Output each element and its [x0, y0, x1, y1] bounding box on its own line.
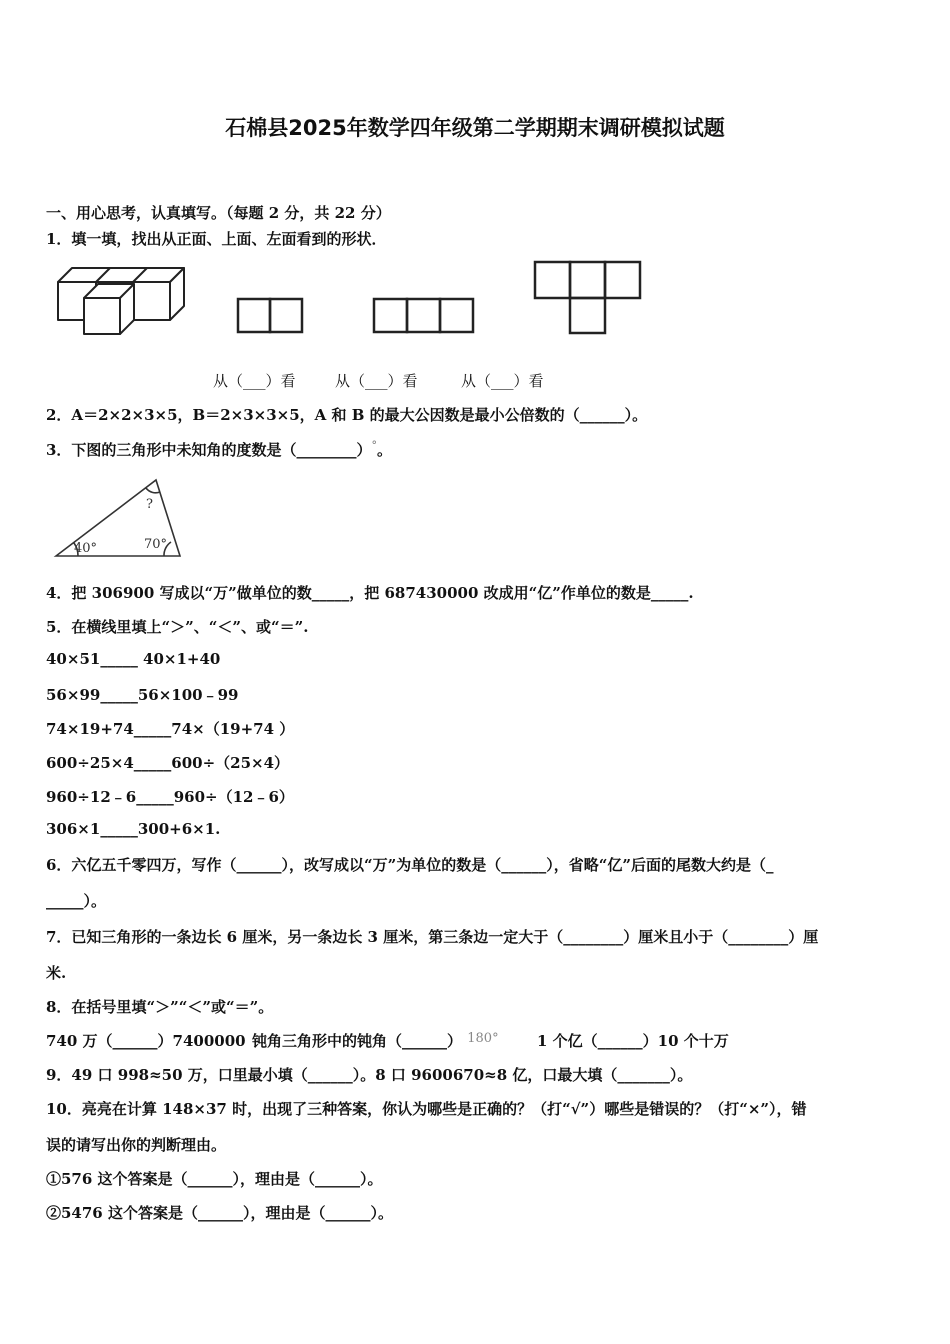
q10-answer-1: ①576 这个答案是（______），理由是（______）。: [46, 1170, 383, 1188]
question-6-line2: _____）。: [46, 892, 107, 910]
question-3-end: 。: [376, 441, 392, 459]
q5-item-1: 40×51_____ 40×1+40: [46, 650, 221, 668]
q5-item-6: 306×1_____300+6×1.: [46, 820, 221, 838]
degree-mark: °: [371, 439, 377, 452]
question-7-line2: 米.: [46, 964, 67, 982]
page-title: 石棉县2025年数学四年级第二学期期末调研模拟试题: [225, 116, 725, 140]
view-label-2: 从（___）看: [335, 372, 418, 390]
q5-item-5: 960÷12﹣6_____960÷（12﹣6）: [46, 788, 294, 806]
question-8: 8．在括号里填“＞”“＜”或“＝”。: [46, 998, 274, 1016]
view-label-3: 从（___）看: [461, 372, 544, 390]
question-7-line1: 7．已知三角形的一条边长 6 厘米，另一条边长 3 厘米，第三条边一定大于（________）厘米且小于（________）厘: [46, 928, 819, 946]
q8-part-2-text: 钝角三角形中的钝角（______）: [252, 1032, 463, 1050]
cube-stack-figure: [52, 262, 192, 336]
q5-item-3: 74×19+74_____74×（19+74 ）: [46, 720, 295, 738]
question-3-text: 3．下图的三角形中未知角的度数是（________）: [46, 441, 372, 459]
q5-item-4: 600÷25×4_____600÷（25×4）: [46, 754, 290, 772]
q8-part-1: 740 万（______）7400000: [46, 1032, 246, 1050]
question-9: 9．49 口 998≈50 万，口里最小填（______）。8 口 9600670≈8 亿，口最大填（_______）。: [46, 1066, 693, 1084]
question-4: 4．把 306900 写成以“万”做单位的数_____，把 687430000 改成用“亿”作单位的数是_____.: [46, 584, 694, 602]
unknown-angle-label: ?: [146, 497, 153, 512]
triangle-figure: [52, 474, 186, 560]
angle-40-label: 40°: [74, 541, 98, 556]
question-5: 5．在横线里填上“＞”、“＜”、或“＝”.: [46, 618, 309, 636]
angle-70-label: 70°: [144, 537, 168, 552]
t-shape-view: [533, 260, 643, 336]
view-label-1: 从（___）看: [213, 372, 296, 390]
three-square-view: [372, 297, 476, 335]
section-heading: 一、用心思考，认真填写。（每题 2 分，共 22 分）: [46, 204, 391, 222]
question-2: 2．A＝2×2×3×5，B＝2×3×3×5，A 和 B 的最大公因数是最小公倍数的（______）。: [46, 406, 648, 424]
question-3: [46, 439, 392, 460]
q8-180-degree: 180°: [467, 1031, 499, 1046]
question-10-line2: 误的请写出你的判断理由。: [46, 1136, 227, 1154]
two-square-view: [236, 297, 306, 335]
q8-part-2: [252, 1030, 499, 1051]
q8-part-3: 1 个亿（______）10 个十万: [537, 1032, 729, 1050]
question-10-line1: 10．亮亮在计算 148×37 时，出现了三种答案，你认为哪些是正确的？（打“√”）哪些是错误的？（打“×”），错: [46, 1100, 807, 1118]
q5-item-2: 56×99_____56×100﹣99: [46, 686, 239, 704]
q10-answer-2: ②5476 这个答案是（______），理由是（______）。: [46, 1204, 393, 1222]
question-1: 1．填一填，找出从正面、上面、左面看到的形状．: [46, 230, 387, 248]
question-6-line1: 6．六亿五千零四万，写作（______），改写成以“万”为单位的数是（______），省略“亿”后面的尾数大约是（_: [46, 856, 774, 874]
